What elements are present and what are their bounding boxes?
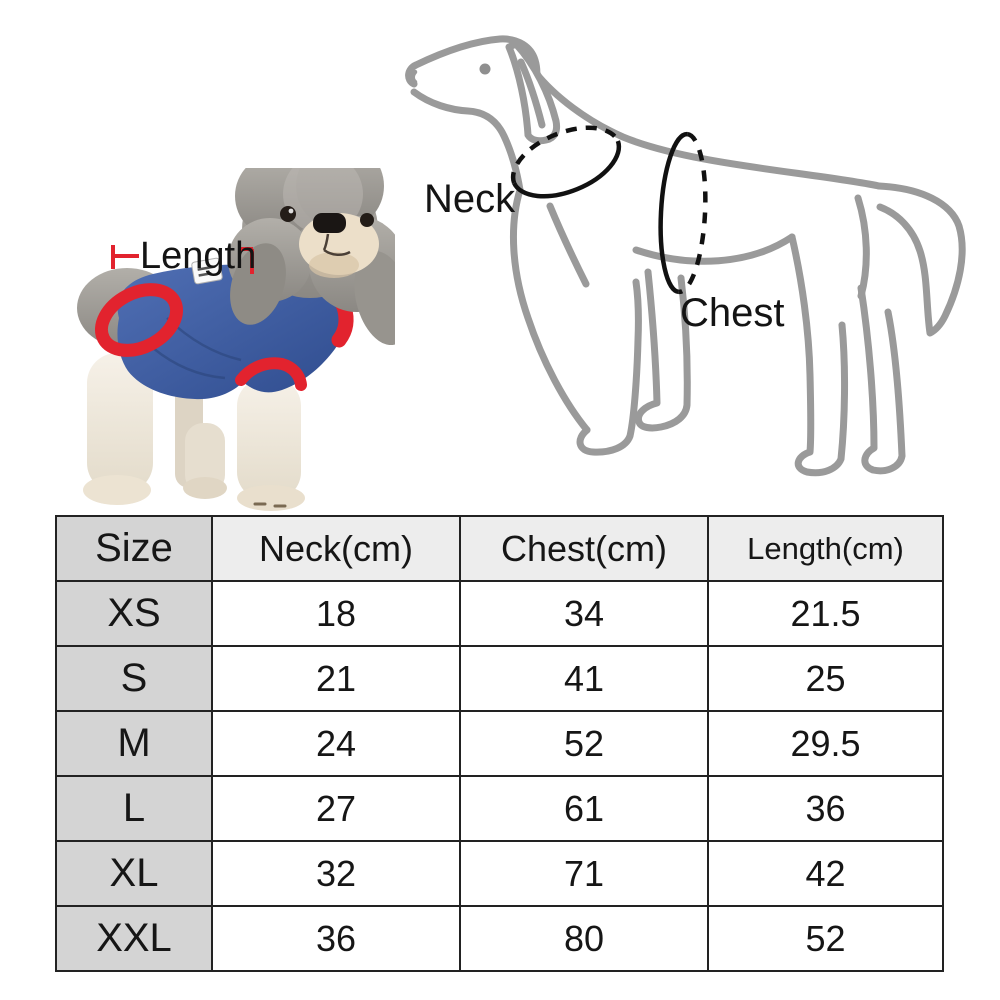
poodle-eye-left [280,206,296,222]
chest-column-header: Chest(cm) [460,516,708,581]
neck-cell: 27 [212,776,460,841]
size-table-row [56,776,943,841]
size-table-row [56,646,943,711]
poodle-front-leg [237,378,301,500]
chest-cell: 61 [460,776,708,841]
neck-cell: 32 [212,841,460,906]
length-cell: 25 [708,646,943,711]
size-cell: XS [56,581,212,646]
eye-glint [289,209,294,214]
chest-cell: 52 [460,711,708,776]
size-cell: M [56,711,212,776]
poodle-nose [313,213,346,233]
length-cell: 42 [708,841,943,906]
size-cell: L [56,776,212,841]
length-cell: 21.5 [708,581,943,646]
poodle-front-paw [237,485,305,511]
size-cell: XL [56,841,212,906]
size-table-row [56,581,943,646]
size-table-header-row [56,516,943,581]
chest-cell: 34 [460,581,708,646]
neck-cell: 18 [212,581,460,646]
size-cell: S [56,646,212,711]
poodle-chin [309,252,359,278]
length-cell: 52 [708,906,943,971]
size-table [55,515,944,972]
size-cell: XXL [56,906,212,971]
neck-column-header: Neck(cm) [212,516,460,581]
length-cell: 29.5 [708,711,943,776]
dog-photo-illustration [55,168,395,512]
dog-eye [480,64,491,75]
length-column-header: Length(cm) [708,516,943,581]
neck-cell: 36 [212,906,460,971]
dog-outline [409,39,963,473]
size-table-row [56,841,943,906]
poodle-eye-right [360,213,374,227]
chest-cell: 71 [460,841,708,906]
poodle-far-paw [183,477,227,499]
poodle-rear-paw [83,475,151,505]
size-column-header: Size [56,516,212,581]
length-cell: 36 [708,776,943,841]
chest-label: Chest [680,291,785,335]
dog-measurement-diagram [390,20,970,502]
neck-cell: 24 [212,711,460,776]
size-table-body [56,581,943,971]
length-label: Length [140,235,257,277]
chest-cell: 80 [460,906,708,971]
size-table-row [56,711,943,776]
chest-cell: 41 [460,646,708,711]
neck-cell: 21 [212,646,460,711]
neck-label: Neck [424,177,516,221]
size-table-row [56,906,943,971]
